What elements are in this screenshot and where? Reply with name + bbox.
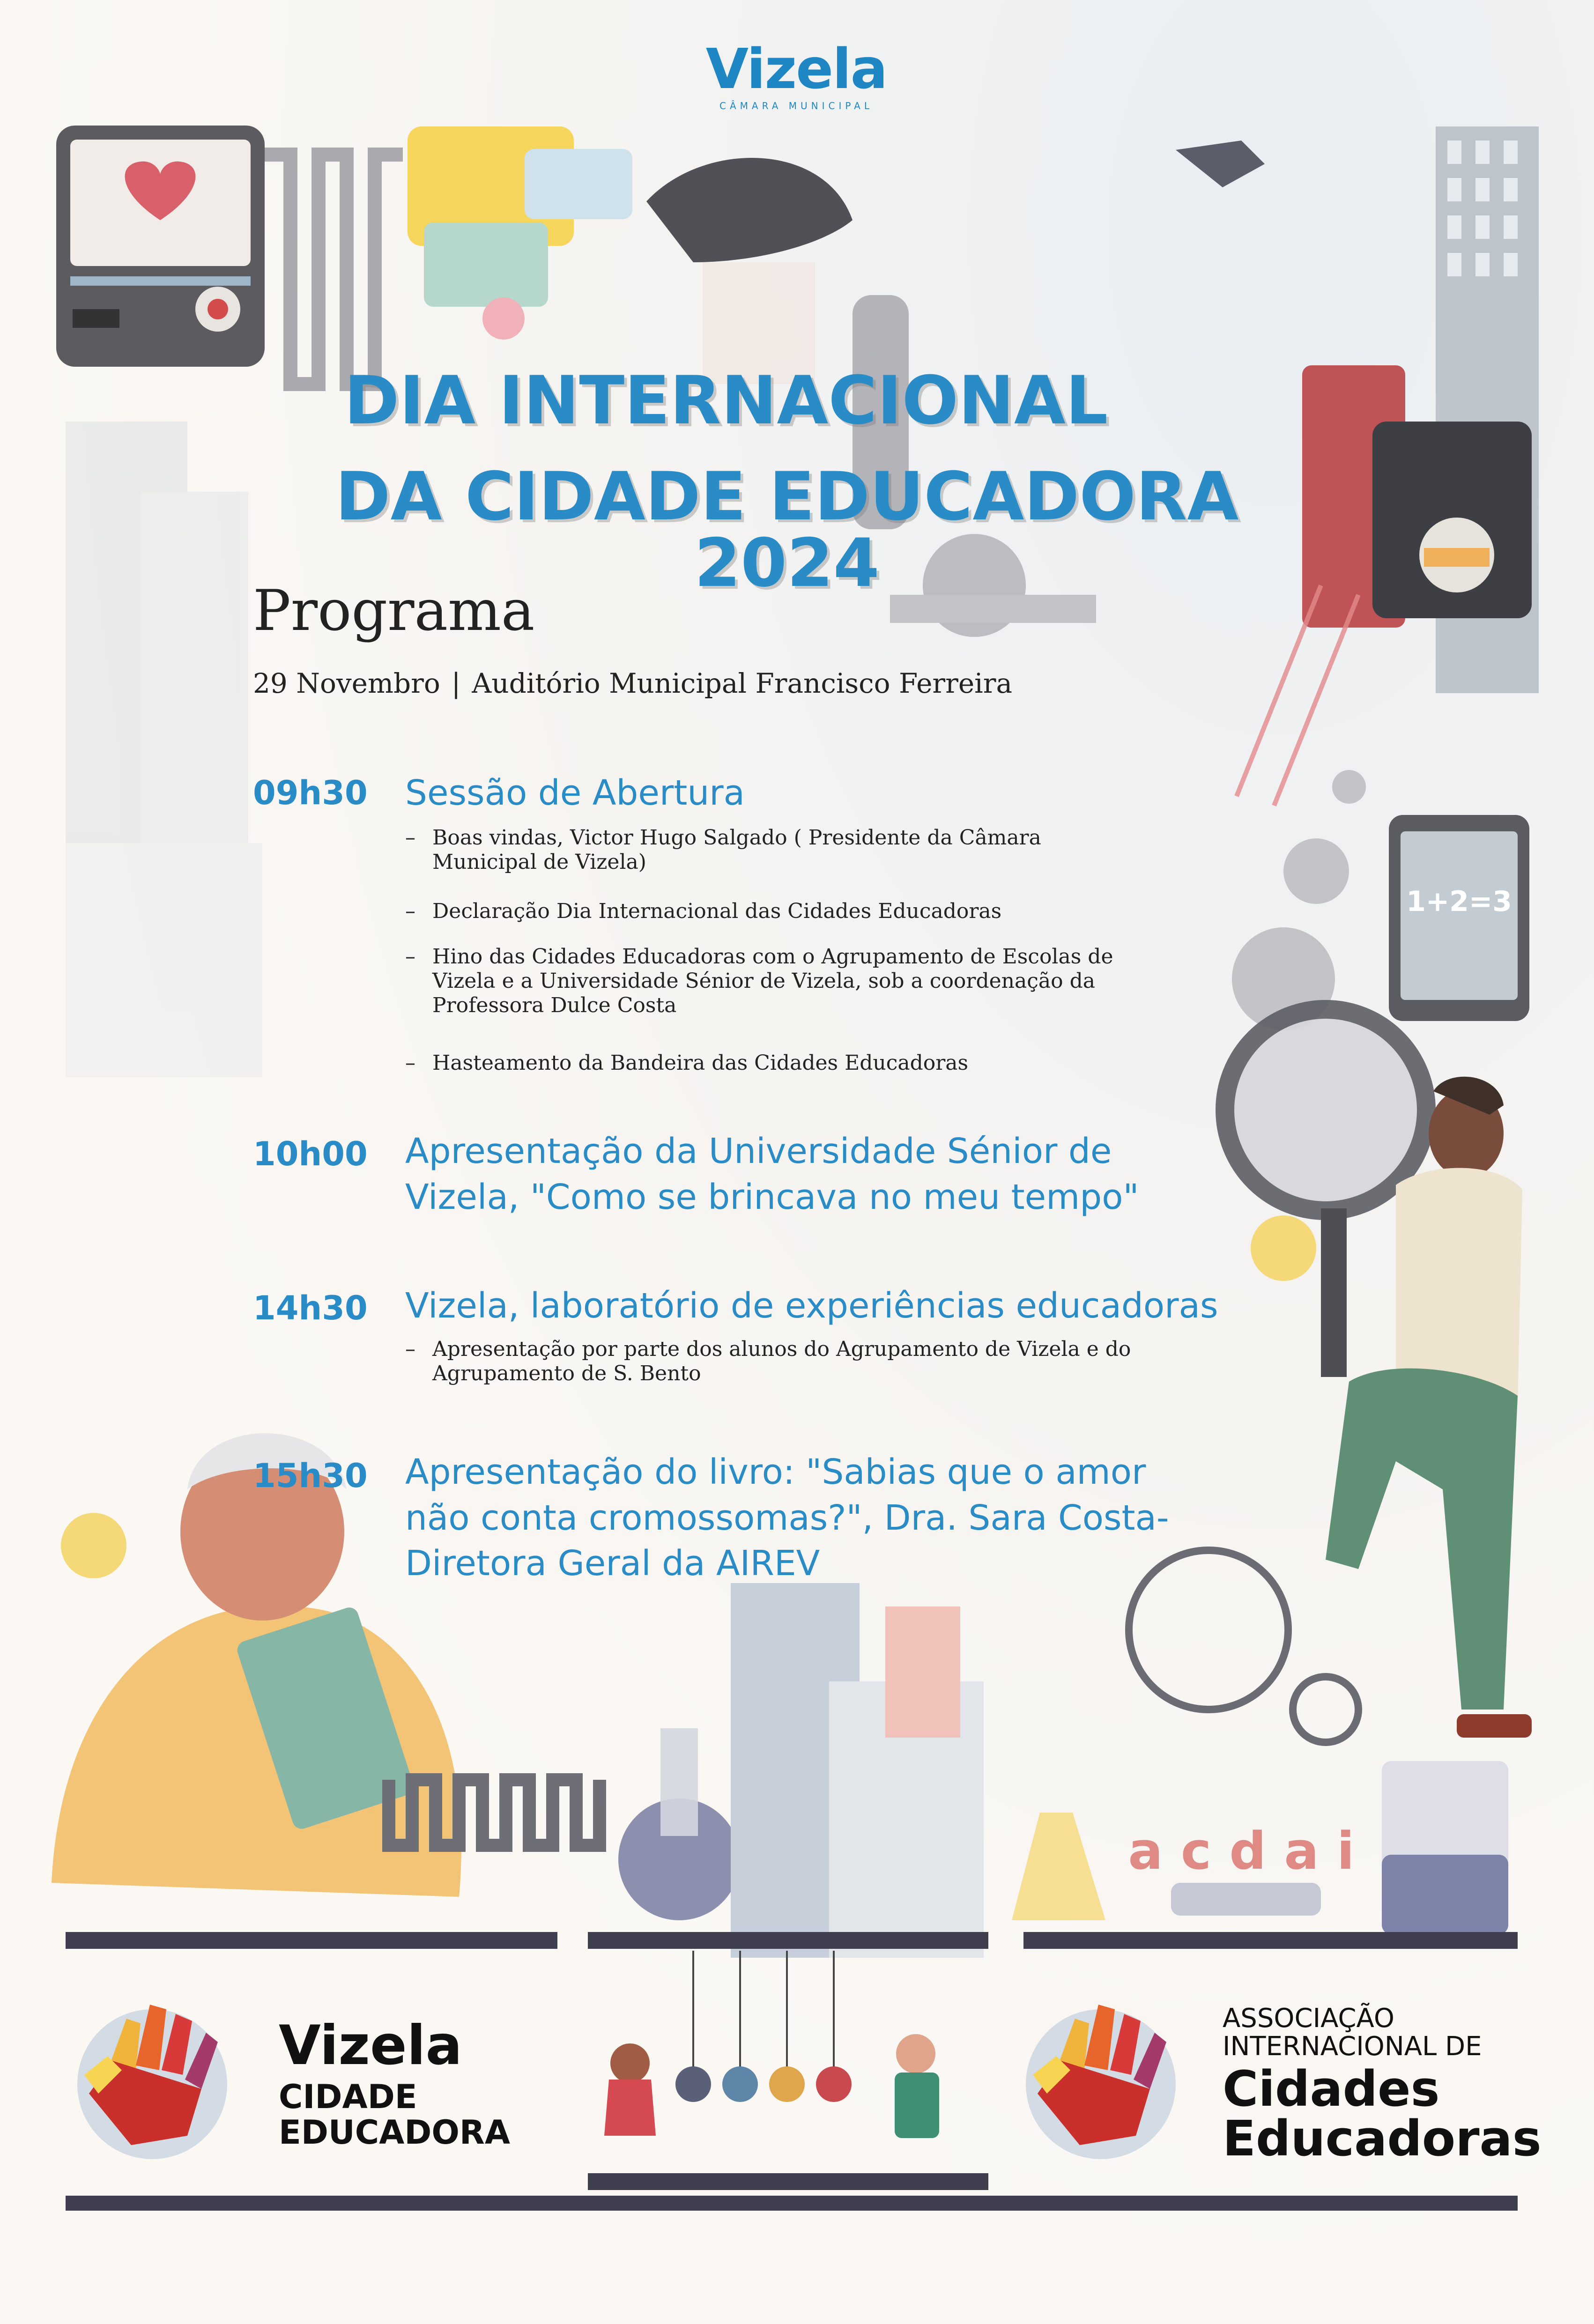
session-1-item xyxy=(405,945,1201,1018)
session-1-title: Sessão de Abertura xyxy=(405,773,745,813)
gears-illustration xyxy=(1232,770,1366,1030)
session-1-item-text: Hasteamento da Bandeira das Cidades Educadoras xyxy=(432,1051,969,1075)
session-3-item-text: Apresentação por parte dos alunos do Agrupamento de Vizela e do Agrupamento de S. Bento xyxy=(432,1337,1131,1385)
date-venue-line xyxy=(253,667,1012,699)
speech-bubbles-illustration xyxy=(408,126,632,307)
shelf-mid-top xyxy=(588,1932,988,1949)
logo-educadora-text: EDUCADORA xyxy=(279,2113,510,2152)
programa-heading: Programa xyxy=(253,578,535,644)
aice-hand-logo xyxy=(1026,2005,1176,2159)
event-venue: Auditório Municipal Francisco Ferreira xyxy=(472,667,1013,699)
session-1-time: 09h30 xyxy=(253,774,368,812)
heart-monitor-illustration xyxy=(56,126,265,367)
vizela-camara-logo xyxy=(703,37,890,111)
aice-line-4: Educadoras xyxy=(1223,2110,1542,2168)
dash: – xyxy=(405,945,415,969)
session-1-item-text: Boas vindas, Victor Hugo Salgado ( Presidente da Câmara Municipal de Vizela) xyxy=(432,826,1041,874)
session-3-title: Vizela, laboratório de experiências educadoras xyxy=(405,1286,1218,1326)
aice-logo xyxy=(1223,2003,1542,2168)
session-3-time: 14h30 xyxy=(253,1289,368,1327)
session-4-title: Apresentação do livro: "Sabias que o amor não conta cromossomas?", Dra. Sara Costa- Diretora Geral da AIREV xyxy=(405,1452,1169,1584)
session-2-title: Apresentação da Universidade Sénior de Vizela, "Como se brincava no meu tempo" xyxy=(405,1131,1139,1217)
aice-line-1: ASSOCIAÇÃO xyxy=(1223,2003,1394,2034)
brand-subtitle: CÂMARA MUNICIPAL xyxy=(719,100,873,111)
logo-vizela-text: Vizela xyxy=(279,2014,462,2077)
logo-cidade-text: CIDADE xyxy=(279,2078,417,2116)
session-2-time: 10h00 xyxy=(253,1135,368,1173)
left-buildings-illustration xyxy=(66,422,262,1077)
session-4-time: 15h30 xyxy=(253,1457,368,1495)
footer-rule xyxy=(66,2196,1518,2211)
event-date: 29 Novembro xyxy=(253,667,440,699)
dash: – xyxy=(405,826,415,850)
aice-line-2: INTERNACIONAL DE xyxy=(1223,2031,1482,2062)
shelf-mid-bottom xyxy=(588,2173,988,2190)
session-1-item-text: Hino das Cidades Educadoras com o Agrupamento de Escolas de Vizela e a Universidade Sénior de Vizela, sob a coordenação da Professora Dulce Costa xyxy=(432,945,1113,1017)
session-1-item xyxy=(405,1051,1201,1075)
shelf-right xyxy=(1023,1932,1518,1949)
bird-icon xyxy=(1176,141,1265,187)
title-line-1: DIA INTERNACIONAL xyxy=(344,362,1108,439)
session-1-item-text: Declaração Dia Internacional das Cidades Educadoras xyxy=(432,899,1002,923)
aice-line-3: Cidades xyxy=(1223,2060,1440,2117)
title-line-2: DA CIDADE EDUCADORA 2024 xyxy=(335,458,1239,602)
coil-pipe-illustration xyxy=(265,155,403,384)
svg-text:a c d a i: a c d a i xyxy=(1128,1821,1355,1881)
newtons-cradle-illustration xyxy=(604,1951,939,2138)
dash: – xyxy=(405,1337,415,1361)
session-1-item xyxy=(405,826,1201,874)
vizela-hand-logo xyxy=(77,2005,227,2159)
scientist-illustration xyxy=(646,158,853,384)
lab-bench-illustration xyxy=(389,1583,1508,1958)
grandma-illustration xyxy=(52,1433,461,1897)
brand-name: Vizela xyxy=(705,37,887,101)
separator: | xyxy=(451,667,461,699)
svg-text:1+2=3: 1+2=3 xyxy=(1406,885,1512,918)
session-3-item xyxy=(405,1337,1201,1386)
dash: – xyxy=(405,1051,415,1075)
session-1-item xyxy=(405,899,1201,924)
tablet-illustration xyxy=(1389,815,1529,1021)
vizela-cidade-educadora-logo xyxy=(279,2014,510,2152)
shelf-left xyxy=(66,1932,557,1949)
dash: – xyxy=(405,899,415,923)
